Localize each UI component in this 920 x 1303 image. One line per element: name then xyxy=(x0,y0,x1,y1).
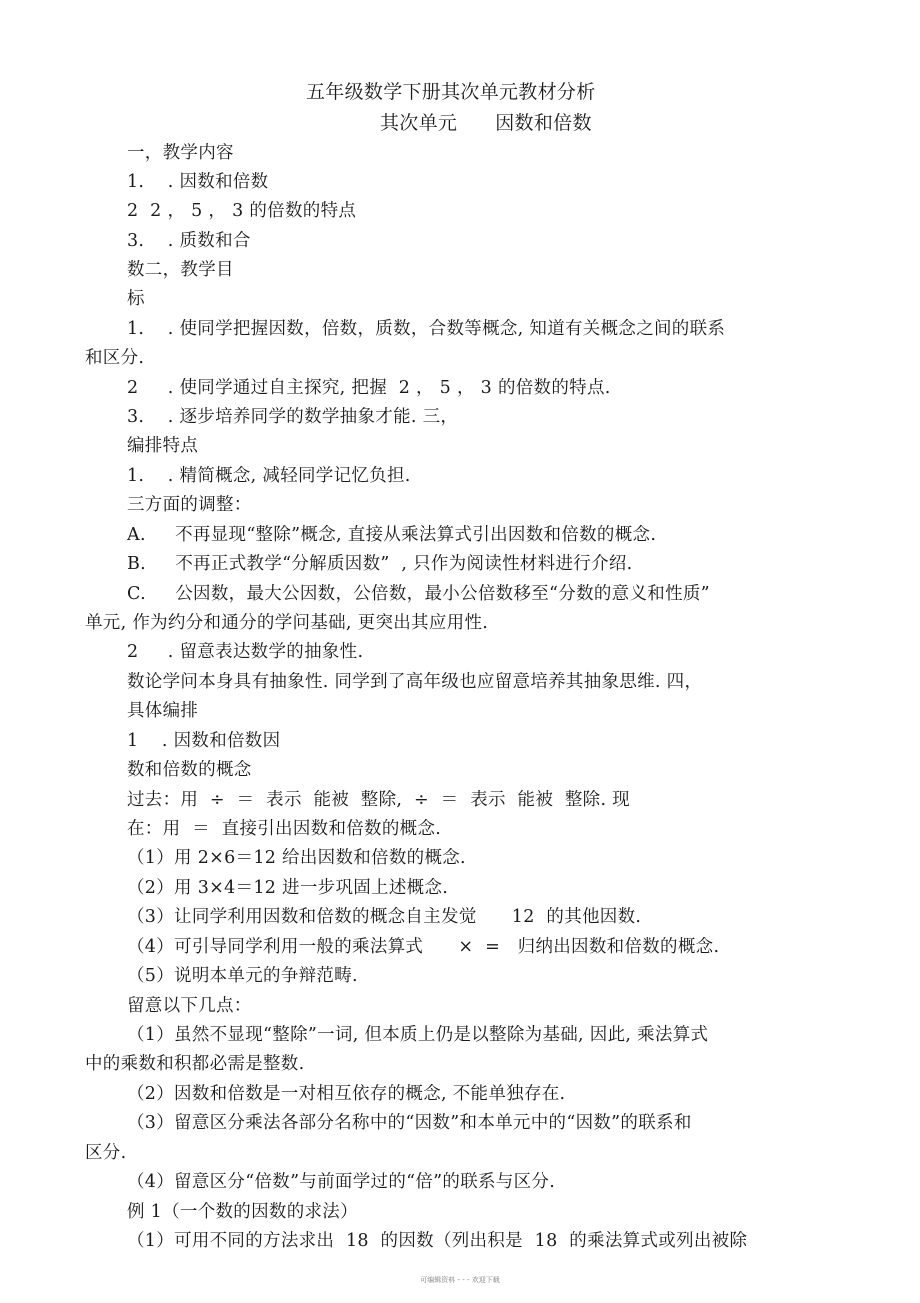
text-line: （4）留意区分“倍数”与前面学过的“倍”的联系与区分. xyxy=(127,1172,556,1192)
text-line: 具体编排 xyxy=(127,701,199,721)
text-line: （2）用 3×4＝12 进一步巩固上述概念. xyxy=(127,878,449,898)
page-footer: 可编辑资料 - - - 欢迎下载 xyxy=(420,1276,500,1284)
text-line: 1. . 使同学把握因数，倍数，质数，合数等概念, 知道有关概念之间的联系 xyxy=(127,319,726,339)
text-line: （3）留意区分乘法各部分名称中的“因数”和本单元中的“因数”的联系和 xyxy=(127,1113,692,1133)
text-line: （2）因数和倍数是一对相互依存的概念, 不能单独存在. xyxy=(127,1084,566,1104)
page-title: 五年级数学下册其次单元教材分析 xyxy=(306,81,596,103)
text-line: 例 1（一个数的因数的求法） xyxy=(127,1202,358,1222)
text-line: 中的乘数和积都必需是整数. xyxy=(85,1054,305,1074)
text-line: 三方面的调整： xyxy=(127,495,252,515)
text-line: 在：用 ＝ 直接引出因数和倍数的概念. xyxy=(127,819,442,839)
text-line: 留意以下几点： xyxy=(127,996,252,1016)
text-line: 2 . 留意表达数学的抽象性. xyxy=(127,642,364,662)
text-line: 数论学问本身具有抽象性. 同学到了高年级也应留意培养其抽象思维. 四， xyxy=(127,672,703,692)
text-line: 标 xyxy=(127,289,145,309)
text-line: 2 2 ， 5 ， 3 的倍数的特点 xyxy=(127,201,357,221)
text-line: 1. . 因数和倍数 xyxy=(127,172,269,192)
text-line: （3）让同学利用因数和倍数的概念自主发觉 12 的其他因数. xyxy=(127,907,642,927)
text-line: 数和倍数的概念 xyxy=(127,760,252,780)
text-line: 1 . 因数和倍数因 xyxy=(127,731,281,751)
text-line: （4）可引导同学利用一般的乘法算式 × = 归纳出因数和倍数的概念. xyxy=(127,937,720,957)
text-line: 1. . 精简概念, 减轻同学记忆负担. xyxy=(127,466,411,486)
text-line: （1）可用不同的方法求出 18 的因数（列出积是 18 的乘法算式或列出被除 xyxy=(127,1231,748,1251)
text-line: 数二，教学目 xyxy=(127,260,234,280)
text-line: （1）用 2×6＝12 给出因数和倍数的概念. xyxy=(127,848,466,868)
text-line: 3. . 逐步培养同学的数学抽象才能. 三， xyxy=(127,407,459,427)
page-subtitle: 其次单元 因数和倍数 xyxy=(380,112,592,134)
text-line: C. 公因数，最大公因数，公倍数，最小公倍数移至“分数的意义和性质” xyxy=(127,584,710,604)
text-line: 编排特点 xyxy=(127,436,199,456)
text-line: （5）说明本单元的争辩范畴. xyxy=(127,966,358,986)
text-line: 区分. xyxy=(85,1143,127,1163)
text-line: 和区分. xyxy=(85,348,145,368)
text-line: 一，教学内容 xyxy=(127,143,234,163)
text-line: 2 . 使同学通过自主探究, 把握 2 ， 5 ， 3 的倍数的特点. xyxy=(127,378,611,398)
text-line: 过去：用 ÷ ＝ 表示 能被 整除, ÷ ＝ 表示 能被 整除. 现 xyxy=(127,790,630,810)
text-line: 3. . 质数和合 xyxy=(127,231,251,251)
text-line: 单元, 作为约分和通分的学问基础, 更突出其应用性. xyxy=(85,613,489,633)
text-line: B. 不再正式教学“分解质因数” , 只作为阅读性材料进行介绍. xyxy=(127,554,633,574)
text-line: A. 不再显现“整除”概念, 直接从乘法算式引出因数和倍数的概念. xyxy=(127,525,657,545)
text-line: （1）虽然不显现“整除”一词, 但本质上仍是以整除为基础, 因此, 乘法算式 xyxy=(127,1025,709,1045)
